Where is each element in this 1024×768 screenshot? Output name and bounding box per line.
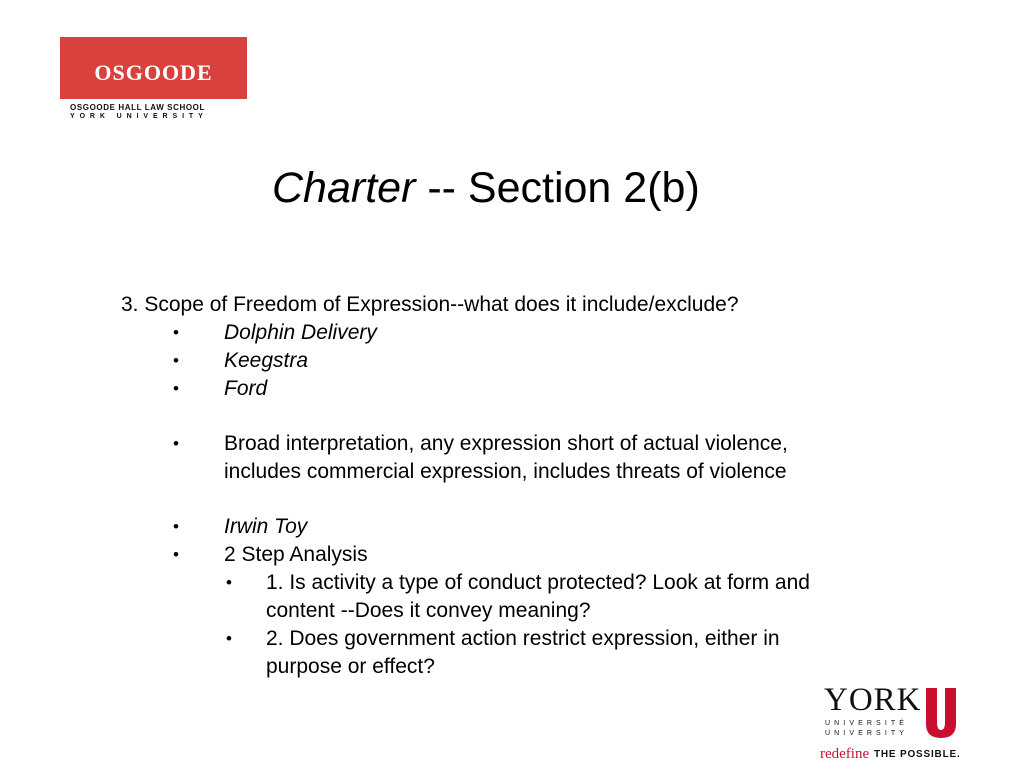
bullet-dot: • bbox=[173, 517, 179, 536]
broad-interpretation-line1: Broad interpretation, any expression short of actual violence, bbox=[224, 432, 788, 455]
slide-title bbox=[272, 164, 700, 213]
bullet-dot: • bbox=[173, 323, 179, 342]
two-step-analysis: 2 Step Analysis bbox=[224, 543, 368, 566]
york-logo-word: YORK bbox=[824, 682, 922, 718]
york-logo-universite: UNIVERSITÉ bbox=[825, 720, 909, 727]
bullet-dot: • bbox=[173, 351, 179, 370]
bullet-dot: • bbox=[173, 379, 179, 398]
york-tagline-possible: THE POSSIBLE. bbox=[874, 749, 961, 760]
step1-line1: 1. Is activity a type of conduct protected? Look at form and bbox=[266, 571, 810, 594]
slide-title-rest: -- Section 2(b) bbox=[415, 164, 700, 212]
york-logo-university: UNIVERSITY bbox=[825, 730, 909, 737]
bullet-dot: • bbox=[173, 545, 179, 564]
osgoode-logo-name: OSGOODE bbox=[94, 60, 213, 85]
sub-bullet-dot: • bbox=[226, 573, 232, 592]
step1-line2: content --Does it convey meaning? bbox=[266, 599, 591, 622]
case-ford: Ford bbox=[224, 377, 268, 400]
scope-heading: 3. Scope of Freedom of Expression--what does it include/exclude? bbox=[121, 293, 739, 316]
bullet-dot: • bbox=[173, 434, 179, 453]
york-u-icon bbox=[924, 686, 958, 740]
case-keegstra: Keegstra bbox=[224, 349, 309, 372]
sub-bullet-dot: • bbox=[226, 629, 232, 648]
step2-line2: purpose or effect? bbox=[266, 655, 435, 678]
osgoode-logo bbox=[60, 37, 248, 121]
step2-line1: 2. Does government action restrict expression, either in bbox=[266, 627, 780, 650]
broad-interpretation-line2: includes commercial expression, includes threats of violence bbox=[224, 460, 787, 483]
york-logo bbox=[820, 682, 965, 766]
case-dolphin-delivery: Dolphin Delivery bbox=[224, 321, 377, 344]
osgoode-logo-school: OSGOODE HALL LAW SCHOOL bbox=[70, 103, 205, 112]
york-tagline-redefine: redefine bbox=[820, 746, 870, 762]
osgoode-logo-university: YORK UNIVERSITY bbox=[70, 113, 208, 120]
case-irwin-toy: Irwin Toy bbox=[224, 515, 308, 538]
slide-title-italic: Charter bbox=[272, 164, 416, 212]
osgoode-logo-box bbox=[60, 37, 247, 99]
